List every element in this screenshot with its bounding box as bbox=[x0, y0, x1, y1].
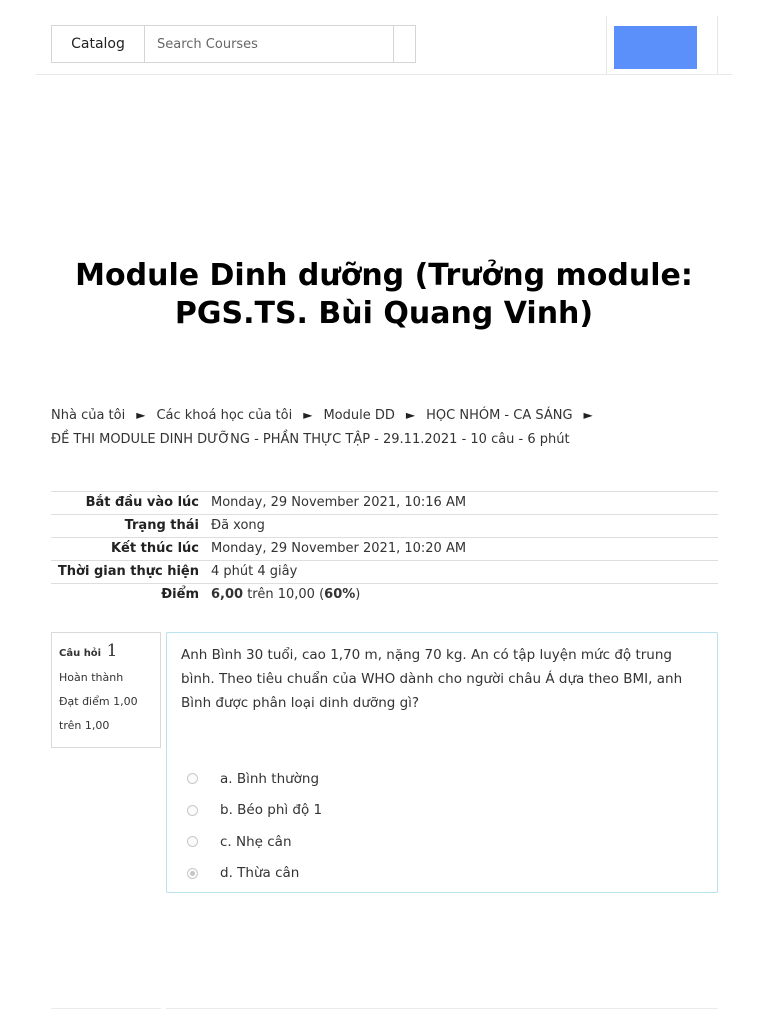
breadcrumb-item-home[interactable]: Nhà của tôi bbox=[51, 408, 126, 423]
summary-label: Thời gian thực hiện bbox=[51, 561, 205, 584]
answer-label: a. Bình thường bbox=[220, 770, 320, 787]
answer-option[interactable] bbox=[187, 858, 703, 890]
navbar-divider bbox=[717, 16, 718, 74]
summary-value: 4 phút 4 giây bbox=[205, 561, 718, 584]
answer-option[interactable] bbox=[187, 826, 703, 858]
question-number-label: Câu hỏi bbox=[59, 648, 102, 659]
answer-list bbox=[187, 763, 703, 889]
summary-value: Đã xong bbox=[205, 515, 718, 538]
summary-row bbox=[51, 492, 718, 515]
question-number bbox=[59, 639, 153, 666]
page-title-line1: Module Dinh dưỡng (Trưởng module: bbox=[75, 258, 693, 293]
page-title bbox=[20, 257, 748, 333]
score-percent: 60% bbox=[324, 587, 356, 602]
page-title-line2: PGS.TS. Bùi Quang Vinh) bbox=[174, 296, 594, 331]
breadcrumb-separator-icon: ► bbox=[303, 408, 313, 422]
catalog-search-group bbox=[51, 25, 416, 63]
answer-label: b. Béo phì độ 1 bbox=[220, 802, 323, 819]
question-number-value: 1 bbox=[106, 641, 118, 661]
score-close: ) bbox=[355, 587, 361, 602]
question-status: Hoàn thành bbox=[59, 671, 124, 684]
attempt-summary-table bbox=[51, 491, 718, 606]
question-content bbox=[166, 632, 718, 893]
question-mark: Đạt điểm 1,00 bbox=[59, 695, 138, 708]
summary-row bbox=[51, 538, 718, 561]
breadcrumb-item-my-courses[interactable]: Các khoá học của tôi bbox=[156, 408, 293, 423]
next-question-info-edge bbox=[51, 1008, 161, 1009]
score-number: 6,00 bbox=[211, 587, 244, 602]
summary-label: Điểm bbox=[51, 584, 205, 607]
score-out-of: trên 10,00 ( bbox=[243, 587, 325, 602]
radio-button[interactable] bbox=[187, 773, 198, 784]
radio-button[interactable] bbox=[187, 836, 198, 847]
breadcrumb-separator-icon: ► bbox=[583, 408, 593, 422]
summary-label: Trạng thái bbox=[51, 515, 205, 538]
answer-option[interactable] bbox=[187, 763, 703, 795]
summary-label: Kết thúc lúc bbox=[51, 538, 205, 561]
summary-row bbox=[51, 515, 718, 538]
breadcrumb-separator-icon: ► bbox=[136, 408, 146, 422]
summary-value: Monday, 29 November 2021, 10:20 AM bbox=[205, 538, 718, 561]
navbar-divider bbox=[606, 16, 607, 74]
breadcrumb-separator-icon: ► bbox=[405, 408, 416, 422]
top-navbar bbox=[36, 0, 732, 75]
user-menu-button[interactable] bbox=[614, 26, 697, 69]
radio-button[interactable] bbox=[187, 805, 198, 816]
summary-label: Bắt đầu vào lúc bbox=[51, 492, 205, 515]
breadcrumb-item-exam[interactable]: ĐỀ THI MODULE DINH DƯỠNG - PHẦN THỰC TẬP - 29.11.2021 - 10 câu - 6 phút bbox=[51, 432, 570, 447]
score-value bbox=[205, 584, 718, 607]
question-mark-out-of: trên 1,00 bbox=[59, 719, 110, 732]
summary-row bbox=[51, 561, 718, 584]
search-button[interactable] bbox=[393, 26, 415, 62]
summary-row-score bbox=[51, 584, 718, 607]
question-text: Anh Bình 30 tuổi, cao 1,70 m, nặng 70 kg. An có tập luyện mức độ trung bình. Theo tiêu chuẩn của WHO dành cho người châu Á dựa theo BMI, anh Bình được phân loại dinh dưỡng gì? bbox=[181, 647, 683, 711]
answer-label: c. Nhẹ cân bbox=[220, 833, 292, 850]
breadcrumb bbox=[51, 403, 731, 452]
search-input[interactable] bbox=[145, 26, 393, 62]
summary-value: Monday, 29 November 2021, 10:16 AM bbox=[205, 492, 718, 515]
radio-button-selected[interactable] bbox=[187, 868, 198, 879]
catalog-button[interactable]: Catalog bbox=[52, 26, 145, 62]
answer-label: d. Thừa cân bbox=[220, 865, 300, 882]
answer-option[interactable] bbox=[187, 795, 703, 827]
breadcrumb-item-module[interactable]: Module DD bbox=[323, 408, 395, 423]
next-question-content-edge bbox=[166, 1008, 718, 1009]
question-info bbox=[51, 632, 161, 748]
breadcrumb-item-group[interactable]: HỌC NHÓM - CA SÁNG bbox=[426, 408, 573, 423]
